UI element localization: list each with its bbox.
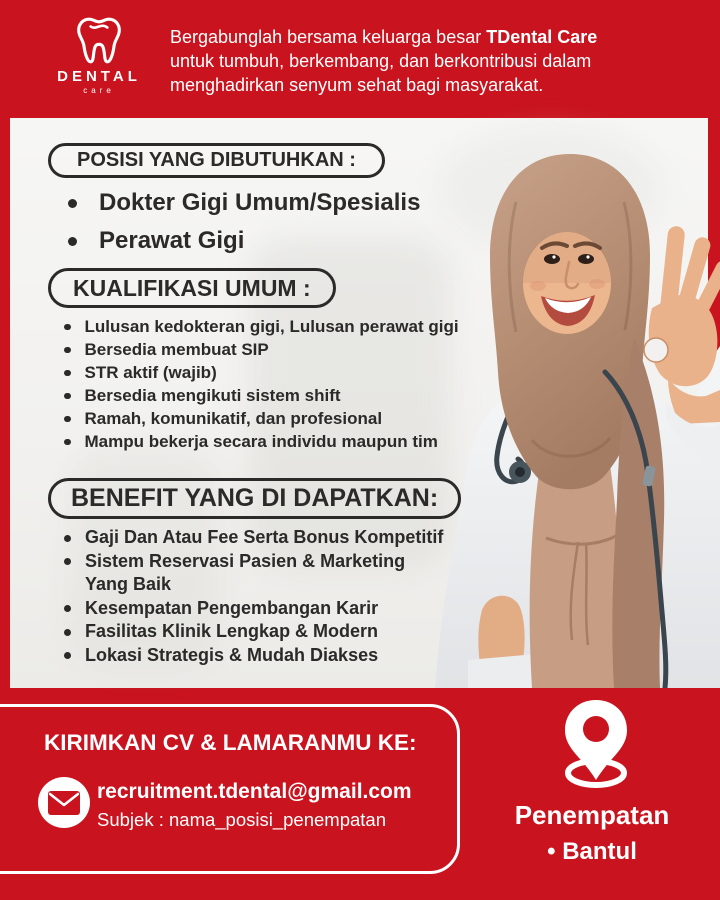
list-item [60, 430, 500, 453]
bullet-dot [64, 324, 71, 331]
list-item [60, 384, 500, 407]
bullet-dot [64, 605, 71, 612]
email-address: recruitment.tdental@gmail.com [97, 780, 412, 803]
list-item [60, 222, 480, 260]
bullet-dot [64, 416, 71, 423]
brand-logo [56, 14, 142, 95]
section-title-benefits: BENEFIT YANG DI DAPATKAN: [48, 478, 461, 519]
intro-line3: menghadirkan senyum sehat bagi masyarakat. [170, 75, 544, 95]
intro-line1: Bergabunglah bersama keluarga besar [170, 27, 487, 47]
list-item-text: Perawat Gigi [99, 227, 245, 254]
email-subject: Subjek : nama_posisi_penempatan [97, 809, 386, 830]
list-item-text: Lulusan kedokteran gigi, Lulusan perawat gigi [84, 317, 459, 336]
logo-subtext: care [83, 86, 115, 95]
list-item [60, 338, 500, 361]
list-item-text: Dokter Gigi Umum/Spesialis [99, 189, 421, 216]
list-item-text: Bersedia mengikuti sistem shift [84, 386, 341, 405]
placement-label: Penempatan [514, 800, 670, 830]
cta-heading: KIRIMKAN CV & LAMARANMU KE: [44, 730, 417, 755]
positions-list [60, 184, 480, 260]
list-item-text: Kesempatan Pengembangan Karir [85, 597, 379, 618]
list-item [60, 315, 500, 338]
list-item [60, 620, 456, 644]
list-item-text: Lokasi Strategis & Mudah Diakses [85, 644, 379, 665]
logo-wordmark: DENTAL [57, 68, 141, 85]
list-item [60, 361, 500, 384]
bullet-dot [68, 199, 77, 208]
bullet-dot [68, 237, 77, 246]
envelope-icon [38, 777, 90, 828]
bullet-dot [64, 393, 71, 400]
qualifications-list [60, 315, 500, 453]
list-item [60, 407, 500, 430]
intro-text [170, 25, 700, 97]
benefits-list [60, 526, 456, 667]
list-item [60, 597, 456, 621]
bullet-dot [64, 370, 71, 377]
intro-brand-bold: TDental Care [486, 27, 598, 47]
list-item-text: Ramah, komunikatif, dan profesional [84, 409, 383, 428]
list-item [60, 184, 480, 222]
list-item-text: Fasilitas Klinik Lengkap & Modern [85, 621, 379, 641]
bullet-dot [64, 535, 71, 542]
bullet-dot [64, 652, 71, 659]
tooth-icon [68, 14, 130, 66]
section-title-positions: POSISI YANG DIBUTUHKAN : [48, 143, 385, 178]
list-item-text: Gaji Dan Atau Fee Serta Bonus Kompetitif [85, 527, 444, 547]
bullet-dot [64, 439, 71, 446]
map-pin-icon [556, 698, 636, 794]
list-item-text: Mampu bekerja secara individu maupun tim [84, 432, 438, 451]
list-item-text: Sistem Reservasi Pasien & Marketing Yang Baik [85, 550, 406, 594]
header-band [0, 0, 720, 118]
bullet-dot [64, 347, 71, 354]
bullet-dot [64, 558, 71, 565]
placement-location: • Bantul [547, 838, 637, 865]
footer-band [0, 688, 720, 900]
intro-line2: untuk tumbuh, berkembang, dan berkontribusi dalam [170, 51, 592, 71]
list-item-text: Bersedia membuat SIP [84, 340, 269, 359]
list-item [60, 550, 456, 597]
section-title-qualifications: KUALIFIKASI UMUM : [48, 268, 336, 308]
bullet-dot [64, 629, 71, 636]
list-item [60, 644, 456, 668]
list-item [60, 526, 456, 550]
list-item-text: STR aktif (wajib) [84, 363, 217, 382]
